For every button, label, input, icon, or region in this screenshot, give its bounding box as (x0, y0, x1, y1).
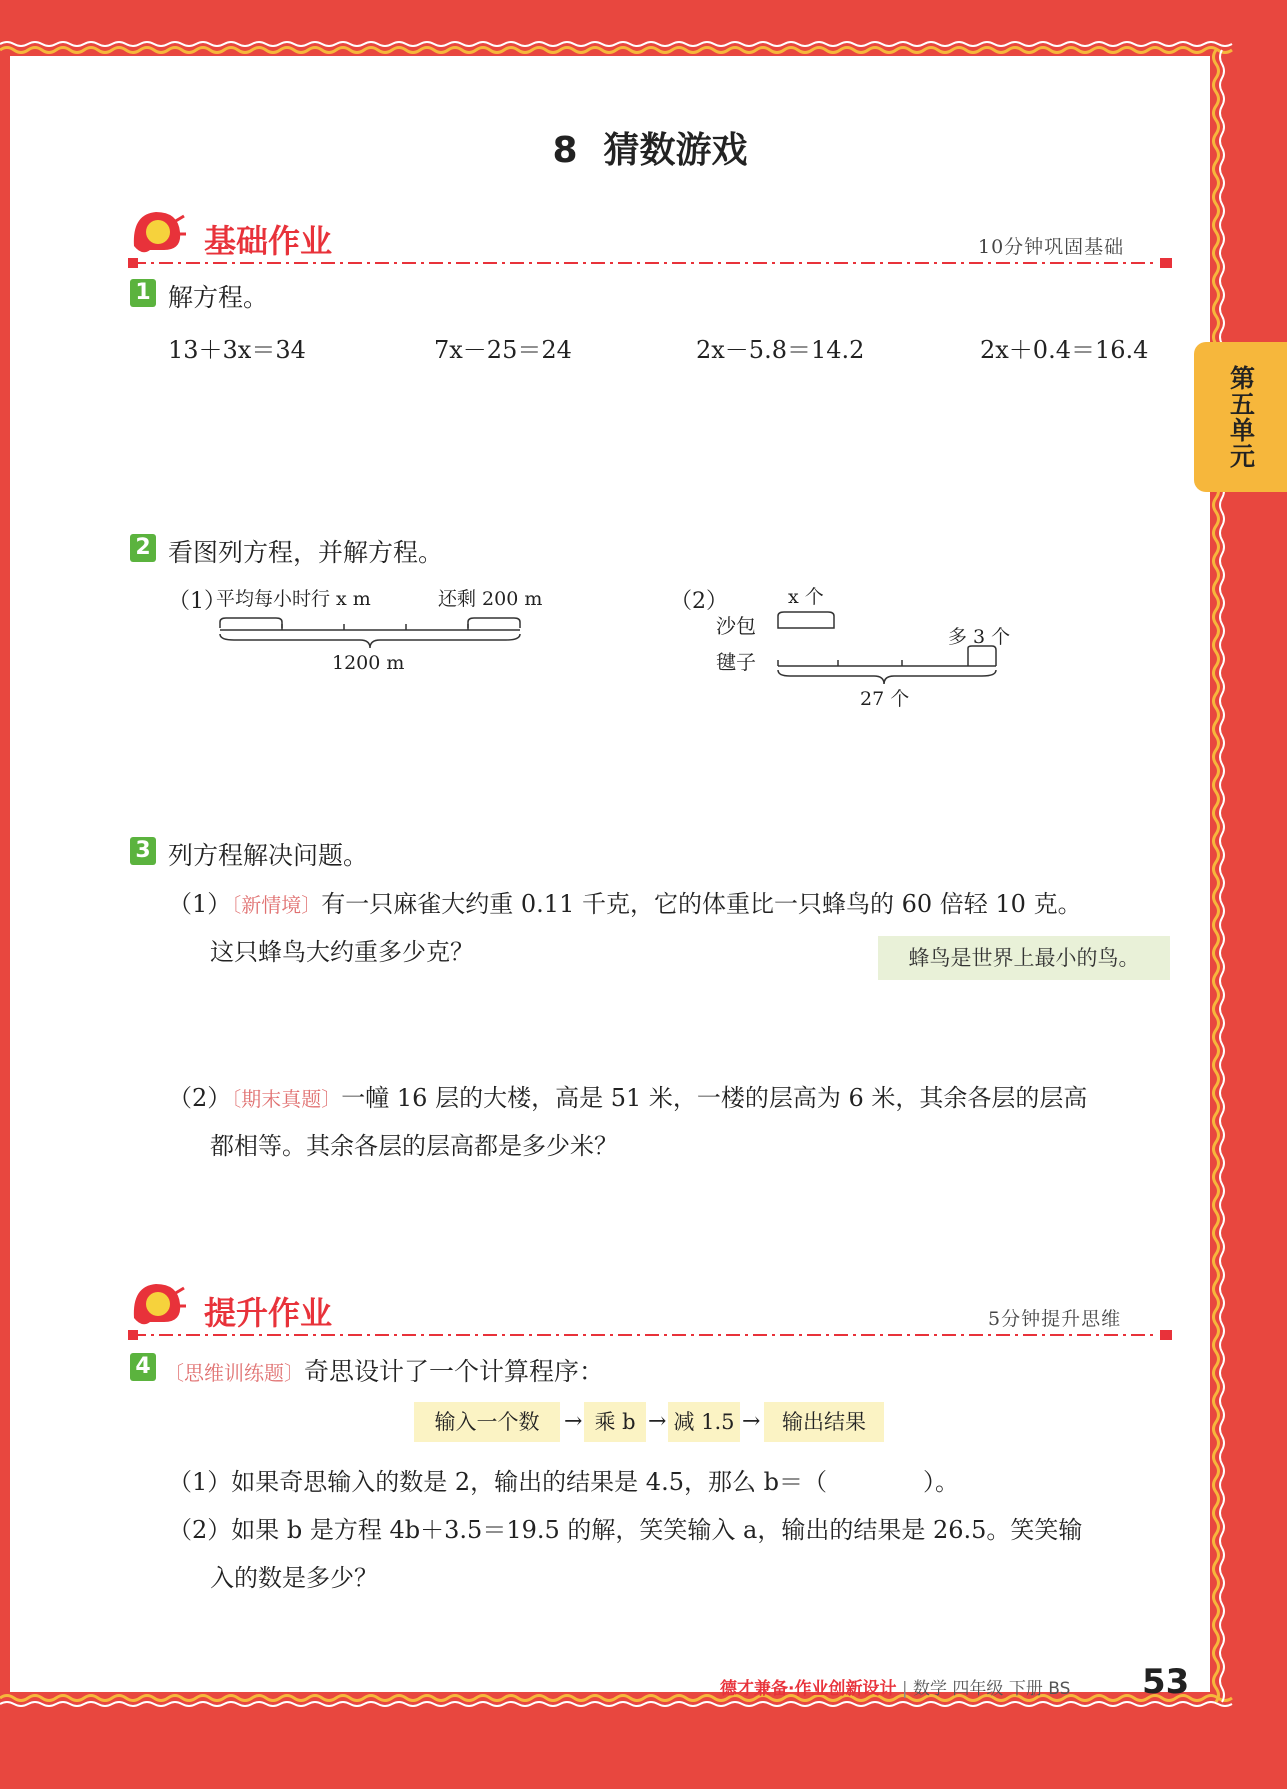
lesson-title: 猜数游戏 (603, 130, 748, 171)
section-advanced-subtitle: 5分钟提升思维 (988, 1308, 1122, 1330)
figure-1-line-diagram (214, 608, 524, 658)
flow-step-input: 输入一个数 (414, 1402, 560, 1442)
figure-2-total-label: 27 个 (860, 688, 910, 710)
question-3-part-2-line-1 (168, 1078, 1087, 1113)
lesson-number: 8 (552, 130, 578, 171)
flow-arrow-2: → (648, 1409, 667, 1434)
question-1-prompt: 解方程。 (168, 283, 269, 312)
question-4-part-2-line-2: 入的数是多少？ (210, 1564, 378, 1592)
question-4-part-1: （1）如果奇思输入的数是 2，输出的结果是 4.5，那么 b＝（ ）。 (168, 1468, 959, 1496)
lightbulb-icon (128, 1278, 188, 1334)
page-number: 53 (1142, 1662, 1190, 1702)
figure-1-remaining-label: 还剩 200 m (438, 588, 543, 610)
footer-series: 德才兼备·作业创新设计 (720, 1679, 897, 1699)
section-basic-subtitle: 10分钟巩固基础 (978, 236, 1125, 258)
question-number-4: 4 (130, 1353, 156, 1381)
unit-tab-label: 第五单元 (1226, 365, 1256, 469)
question-3-prompt: 列方程解决问题。 (168, 841, 369, 870)
equation-1: 13＋3x＝34 (168, 336, 306, 364)
question-3-part-1-line-1 (168, 884, 1082, 919)
question-2-prompt: 看图列方程，并解方程。 (168, 538, 444, 567)
hint-box: 蜂鸟是世界上最小的鸟。 (878, 936, 1170, 980)
flow-step-output: 输出结果 (764, 1402, 884, 1442)
figure-2-extra-label: 多 3 个 (948, 626, 1011, 648)
section-divider (128, 1328, 1172, 1342)
figure-2-label: （2） (670, 589, 728, 614)
figure-2-row-shuttlecock: 毽子 (716, 650, 756, 674)
question-4-prompt-line (164, 1352, 604, 1388)
footer-bar: 德才兼备·作业创新设计 | 数学 四年级 下册 BS (720, 1679, 1071, 1699)
figure-1-label: （1） (168, 589, 226, 614)
figure-2-row-sandbag: 沙包 (716, 614, 756, 638)
new-situation-tag: 〔新情境〕 (231, 893, 322, 917)
figure-1-speed-label: 平均每小时行 x m (216, 588, 371, 610)
figure-1-total-label: 1200 m (332, 652, 405, 674)
flow-step-subtract: 减 1.5 (668, 1402, 740, 1442)
section-basic-title: 基础作业 (204, 222, 333, 260)
equation-2: 7x－25＝24 (434, 336, 572, 364)
question-3-part-2-line-2: 都相等。其余各层的层高都是多少米？ (210, 1132, 618, 1160)
unit-tab (1194, 342, 1287, 492)
part-2-label: （2） (168, 1084, 232, 1112)
footer-info: 数学 四年级 下册 BS (913, 1679, 1071, 1699)
section-divider (128, 256, 1172, 270)
flow-arrow-1: → (564, 1409, 583, 1434)
part-1-text: 有一只麻雀大约重 0.11 千克，它的体重比一只蜂鸟的 60 倍轻 10 克。 (321, 890, 1082, 918)
question-number-1: 1 (130, 279, 156, 307)
question-4-part-2-line-1: （2）如果 b 是方程 4b＋3.5＝19.5 的解，笑笑输入 a，输出的结果是 26.5。笑笑输 (168, 1516, 1083, 1544)
figure-2-x-label: x 个 (788, 586, 824, 608)
final-exam-tag: 〔期末真题〕 (231, 1087, 342, 1111)
question-4-prompt: 奇思设计了一个计算程序： (304, 1357, 605, 1386)
part-2-text: 一幢 16 层的大楼，高是 51 米，一楼的层高为 6 米，其余各层的层高 (341, 1084, 1088, 1112)
lightbulb-icon (128, 206, 188, 262)
question-number-3: 3 (130, 837, 156, 865)
question-number-2: 2 (130, 534, 156, 562)
part-1-label: （1） (168, 890, 232, 918)
question-3-part-1-line-2: 这只蜂鸟大约重多少克？ (210, 938, 474, 966)
thinking-training-tag: 〔思维训练题〕 (164, 1361, 304, 1385)
page-title (0, 122, 1287, 173)
flow-arrow-3: → (742, 1409, 761, 1434)
equation-3: 2x－5.8＝14.2 (696, 336, 865, 364)
section-advanced-title: 提升作业 (204, 1294, 333, 1332)
flow-step-multiply: 乘 b (584, 1402, 646, 1442)
equation-4: 2x＋0.4＝16.4 (980, 336, 1149, 364)
